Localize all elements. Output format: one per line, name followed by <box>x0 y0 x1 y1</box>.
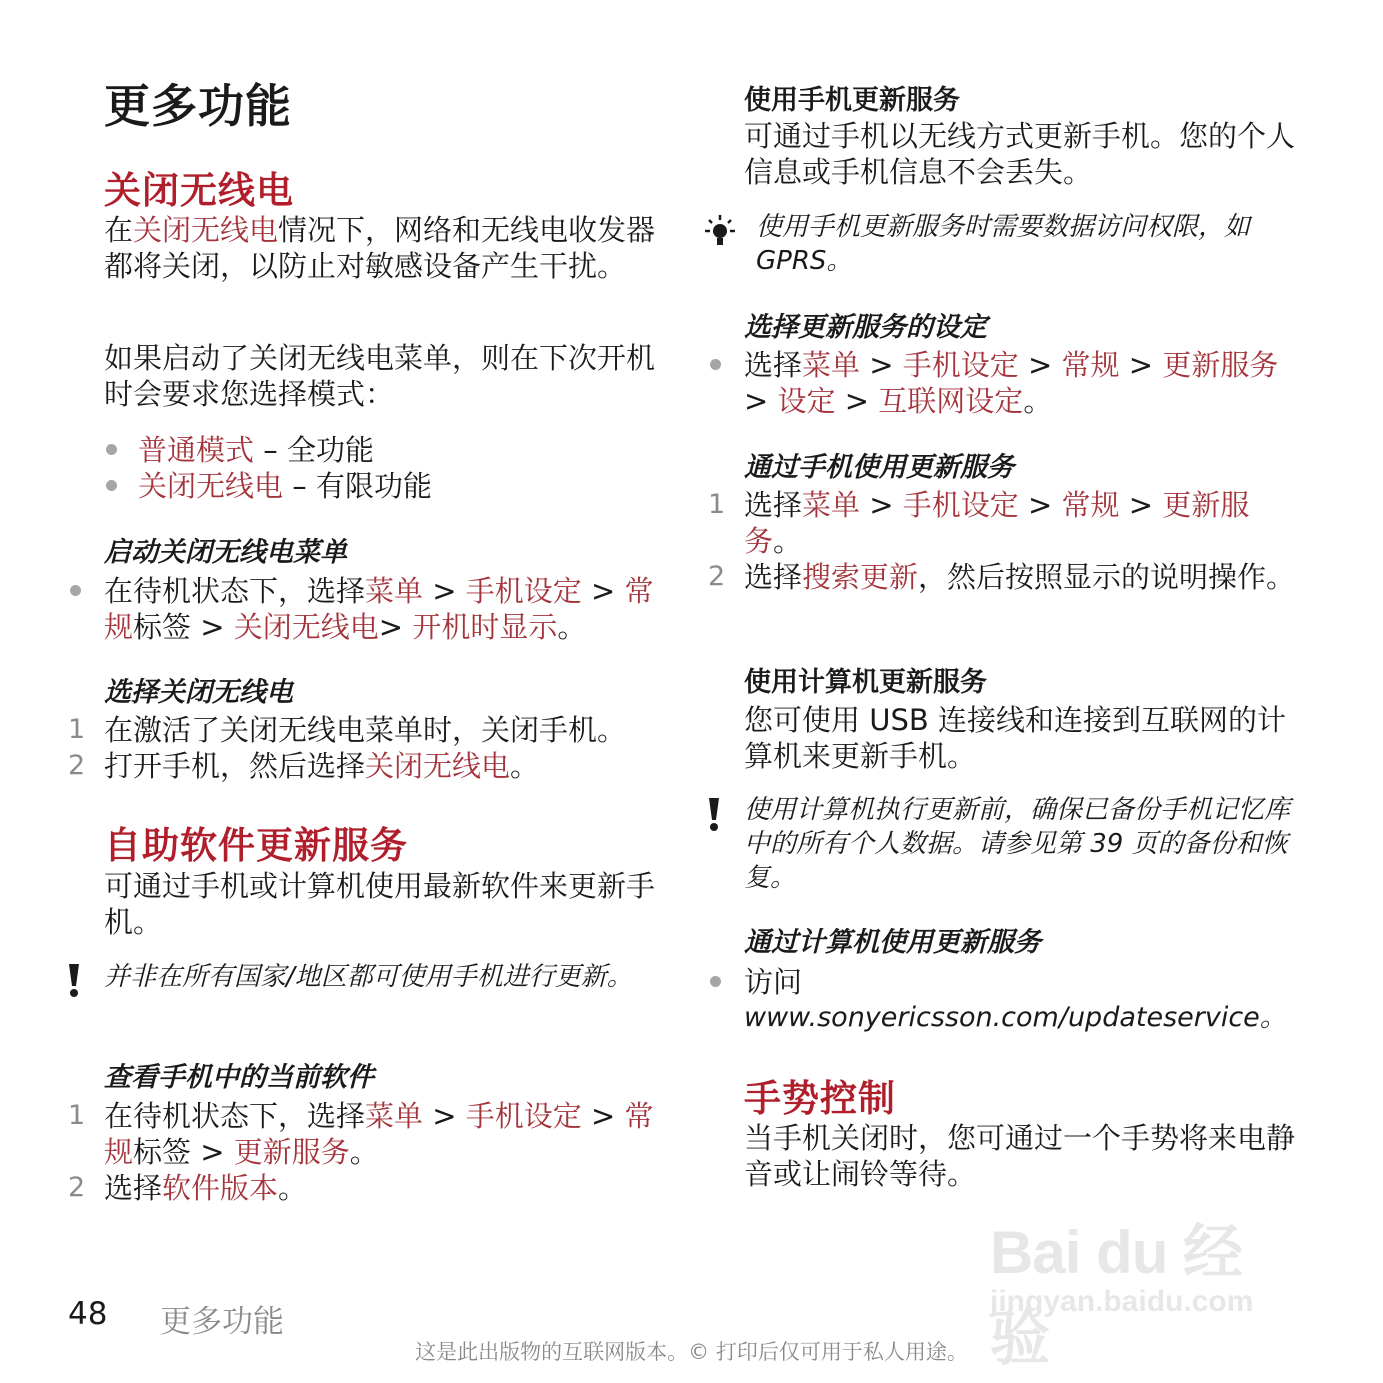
link-general[interactable]: 常规 <box>1061 348 1120 382</box>
section-title-radio-off: 关闭无线电 <box>104 169 294 212</box>
step-1 <box>708 487 1304 559</box>
subheading-view-current-software: 查看手机中的当前软件 <box>104 1062 374 1093</box>
link-phone-settings[interactable]: 手机设定 <box>465 1099 582 1133</box>
link-settings[interactable]: 设定 <box>777 384 836 418</box>
text: 选择 <box>744 488 803 522</box>
paragraph-computer-update: 您可使用 USB 连接线和连接到互联网的计算机来更新手机。 <box>744 703 1286 773</box>
text: 选择 <box>744 560 803 594</box>
link-menu[interactable]: 菜单 <box>365 1099 424 1133</box>
step-number: 1 <box>68 714 86 745</box>
text: > <box>423 1099 466 1133</box>
link-update-service[interactable]: 更新服务 <box>744 488 1250 558</box>
subheading-use-computer-update: 通过计算机使用更新服务 <box>744 927 1041 958</box>
link-general[interactable]: 常规 <box>1061 488 1120 522</box>
step-enable-radio-off-menu <box>104 573 664 645</box>
link-search-update[interactable]: 搜索更新 <box>802 560 919 594</box>
step-number: 1 <box>708 489 726 520</box>
watermark-logo-text: Bai du 经验 <box>990 1219 1243 1372</box>
text: 打开手机，然后选择 <box>104 749 366 783</box>
text: > <box>744 384 778 418</box>
watermark-url: jingyan.baidu.com <box>990 1285 1254 1318</box>
text: > <box>1018 488 1062 522</box>
text: 。 <box>1023 384 1053 418</box>
link-normal-mode[interactable]: 普通模式 <box>138 433 255 467</box>
link-general[interactable]: 常规 <box>104 1099 654 1169</box>
bullet-icon <box>70 585 81 596</box>
warning-icon <box>64 962 84 1002</box>
link-menu[interactable]: 菜单 <box>802 488 861 522</box>
update-service-url[interactable]: www.sonyericsson.com/updateservice。 <box>744 1002 1287 1033</box>
link-general[interactable]: 常规 <box>104 574 654 644</box>
bullet-icon <box>106 480 117 491</box>
link-radio-off-mode[interactable]: 关闭无线电 <box>138 469 284 503</box>
text: 标签 > <box>133 610 234 644</box>
text: > <box>860 488 903 522</box>
link-menu[interactable]: 菜单 <box>802 348 861 382</box>
text: 。 <box>278 1171 308 1205</box>
copyright-note: 这是此出版物的互联网版本。© 打印后仅可用于私人用途。 <box>415 1340 968 1364</box>
text: 情况下，网络和无线电收发器都将关闭，以防止对敏感设备产生干扰。 <box>104 213 656 283</box>
link-phone-settings[interactable]: 手机设定 <box>902 348 1019 382</box>
text: > <box>378 610 413 644</box>
step-visit <box>744 964 1304 1000</box>
step-number: 1 <box>68 1100 86 1131</box>
link-show-at-startup[interactable]: 开机时显示 <box>412 610 558 644</box>
note-update-availability: 并非在所有国家/地区都可使用手机进行更新。 <box>104 962 633 992</box>
step-number: 2 <box>68 750 86 781</box>
link-internet-settings[interactable]: 互联网设定 <box>878 384 1024 418</box>
footer-chapter-label: 更多功能 <box>160 1304 284 1340</box>
text: 在待机状态下，选择 <box>104 1099 366 1133</box>
section-title-software-update: 自助软件更新服务 <box>104 824 408 867</box>
paragraph-software-update-intro: 可通过手机或计算机使用最新软件来更新手机。 <box>104 869 656 939</box>
text: 在激活了关闭无线电菜单时，关闭手机。 <box>104 713 627 747</box>
text: 选择 <box>744 348 803 382</box>
step-1 <box>68 712 664 748</box>
paragraph-radio-off-intro <box>104 212 664 284</box>
text: 。 <box>510 749 540 783</box>
text: 。 <box>557 610 587 644</box>
text: > <box>1119 488 1163 522</box>
text: ，然后按照显示的说明操作。 <box>918 560 1296 594</box>
step-update-settings <box>744 347 1304 419</box>
text: > <box>1119 348 1163 382</box>
link-update-service[interactable]: 更新服务 <box>1162 348 1279 382</box>
subheading-select-radio-off: 选择关闭无线电 <box>104 677 293 708</box>
warning-icon <box>704 796 724 836</box>
bullet-icon <box>710 359 721 370</box>
step-2 <box>68 1170 664 1206</box>
text: 标签 > <box>133 1135 234 1169</box>
link-radio-off[interactable]: 关闭无线电 <box>365 749 511 783</box>
subheading-computer-update-service: 使用计算机更新服务 <box>744 667 987 698</box>
tip-icon <box>700 212 740 252</box>
link-radio-off[interactable]: 关闭无线电 <box>133 213 279 247</box>
text: – 有限功能 <box>283 469 432 503</box>
text: 在待机状态下，选择 <box>104 574 366 608</box>
link-software-version[interactable]: 软件版本 <box>162 1171 279 1205</box>
step-2 <box>68 748 664 784</box>
page-title: 更多功能 <box>104 79 292 133</box>
text: > <box>423 574 466 608</box>
link-update-service[interactable]: 更新服务 <box>233 1135 350 1169</box>
link-menu[interactable]: 菜单 <box>365 574 424 608</box>
subheading-phone-update-service: 使用手机更新服务 <box>744 85 960 116</box>
bullet-icon <box>106 444 117 455</box>
subheading-use-phone-update: 通过手机使用更新服务 <box>744 452 1014 483</box>
step-number: 2 <box>68 1172 86 1203</box>
text: > <box>860 348 903 382</box>
text: > <box>1018 348 1062 382</box>
baidu-watermark <box>980 1175 1300 1372</box>
section-title-gesture-control: 手势控制 <box>744 1077 896 1120</box>
list-item-radio-off-mode <box>138 468 698 504</box>
text: – 全功能 <box>254 433 374 467</box>
paragraph-radio-off-menu: 如果启动了关闭无线电菜单，则在下次开机时会要求您选择模式： <box>104 341 656 411</box>
link-phone-settings[interactable]: 手机设定 <box>465 574 582 608</box>
step-2 <box>708 559 1304 595</box>
page-number: 48 <box>68 1296 108 1332</box>
text: > <box>835 384 879 418</box>
link-phone-settings[interactable]: 手机设定 <box>902 488 1019 522</box>
text: > <box>581 1099 625 1133</box>
list-item-normal-mode <box>138 432 698 468</box>
subheading-update-service-settings: 选择更新服务的设定 <box>744 312 987 343</box>
text: > <box>581 574 625 608</box>
text: 选择 <box>104 1171 163 1205</box>
text: 。 <box>773 524 803 558</box>
bullet-icon <box>710 976 721 987</box>
note-backup: 使用计算机执行更新前，确保已备份手机记忆库中的所有个人数据。请参见第 39 页的备份和恢复。 <box>744 795 1291 893</box>
paragraph-gesture-control: 当手机关闭时，您可通过一个手势将来电静音或让闹铃等待。 <box>744 1121 1296 1191</box>
step-number: 2 <box>708 561 726 592</box>
step-1 <box>68 1098 664 1170</box>
link-radio-off[interactable]: 关闭无线电 <box>233 610 379 644</box>
tip-data-access: 使用手机更新服务时需要数据访问权限，如 GPRS。 <box>756 212 1251 276</box>
text: 访问 <box>744 965 803 999</box>
text: 。 <box>349 1135 379 1169</box>
paragraph-phone-update: 可通过手机以无线方式更新手机。您的个人信息或手机信息不会丢失。 <box>744 119 1296 189</box>
subheading-enable-radio-off-menu: 启动关闭无线电菜单 <box>104 537 347 568</box>
text: 在 <box>104 213 134 247</box>
